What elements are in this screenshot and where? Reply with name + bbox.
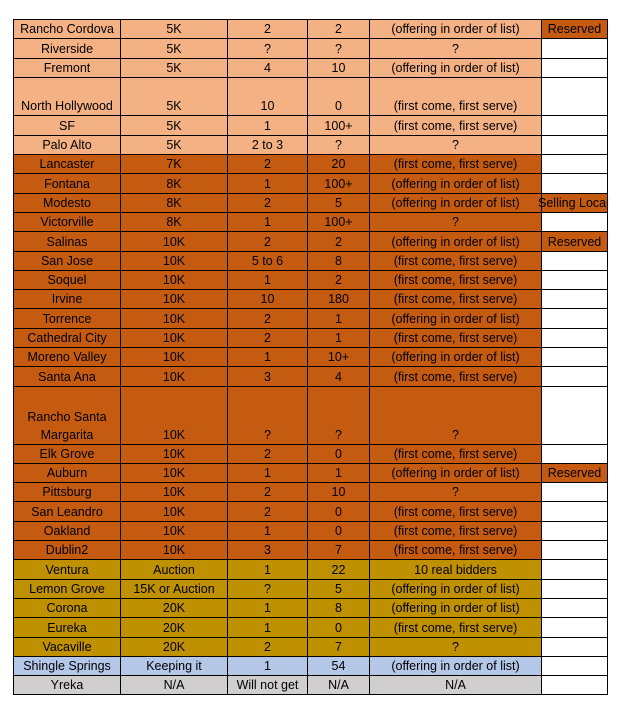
cell-status[interactable] xyxy=(542,270,608,289)
table-row xyxy=(14,270,608,289)
cell-status[interactable] xyxy=(542,116,608,135)
cell-bidders[interactable]: 2 xyxy=(228,232,308,251)
table-row xyxy=(14,155,608,174)
cell-count[interactable]: 8 xyxy=(308,251,370,270)
cell-price[interactable]: 5K xyxy=(121,58,228,77)
cell-bidders[interactable]: 1 xyxy=(228,656,308,675)
cell-method[interactable]: (offering in order of list) xyxy=(370,232,542,251)
cell-method[interactable]: (first come, first serve) xyxy=(370,444,542,463)
cell-count[interactable]: 10 xyxy=(308,58,370,77)
cell-bidders[interactable]: 1 xyxy=(228,116,308,135)
cell-status[interactable] xyxy=(542,560,608,579)
cell-bidders[interactable]: 2 xyxy=(228,309,308,328)
cell-bidders[interactable]: 2 xyxy=(228,328,308,347)
cell-status[interactable] xyxy=(542,309,608,328)
cell-bidders[interactable]: 1 xyxy=(228,212,308,231)
table-row xyxy=(14,579,608,598)
cell-method[interactable]: (first come, first serve) xyxy=(370,116,542,135)
cell-method[interactable]: ? xyxy=(370,212,542,231)
cell-price[interactable]: 10K xyxy=(121,270,228,289)
spreadsheet-body xyxy=(14,20,608,695)
cell-bidders[interactable]: ? xyxy=(228,39,308,58)
cell-bidders[interactable]: 2 xyxy=(228,20,308,39)
cell-method[interactable]: (offering in order of list) xyxy=(370,598,542,617)
cell-count[interactable]: N/A xyxy=(308,676,370,695)
status-label: Selling Local xyxy=(538,195,609,210)
cell-bidders[interactable]: 2 xyxy=(228,155,308,174)
cell-status[interactable] xyxy=(542,348,608,367)
table-row xyxy=(14,618,608,637)
cell-city[interactable]: Cathedral City xyxy=(14,328,121,347)
table-row xyxy=(14,348,608,367)
cell-count[interactable]: 7 xyxy=(308,541,370,560)
cell-method[interactable]: (offering in order of list) xyxy=(370,656,542,675)
cell-city[interactable]: Fremont xyxy=(14,58,121,77)
table-row xyxy=(14,232,608,251)
table-row xyxy=(14,328,608,347)
table-row xyxy=(14,58,608,77)
cell-city[interactable]: Shingle Springs xyxy=(14,656,121,675)
cell-price[interactable]: 10K xyxy=(121,463,228,482)
cell-status[interactable] xyxy=(542,212,608,231)
cell-bidders[interactable]: 2 xyxy=(228,637,308,656)
cell-count[interactable]: 100+ xyxy=(308,212,370,231)
table-row xyxy=(14,77,608,116)
cell-count[interactable]: 2 xyxy=(308,20,370,39)
cell-method[interactable]: (offering in order of list) xyxy=(370,20,542,39)
cell-count[interactable]: 8 xyxy=(308,598,370,617)
cell-price[interactable]: 20K xyxy=(121,618,228,637)
table-row xyxy=(14,135,608,154)
cell-city[interactable]: Corona xyxy=(14,598,121,617)
cell-price[interactable]: 20K xyxy=(121,598,228,617)
cell-status[interactable] xyxy=(542,579,608,598)
table-row xyxy=(14,20,608,39)
cell-status[interactable] xyxy=(542,598,608,617)
cell-price[interactable]: 5K xyxy=(121,135,228,154)
cell-bidders[interactable]: Will not get xyxy=(228,676,308,695)
cell-count[interactable]: 5 xyxy=(308,193,370,212)
cell-price[interactable]: 8K xyxy=(121,193,228,212)
cell-status[interactable] xyxy=(542,251,608,270)
cell-price[interactable]: 10K xyxy=(121,541,228,560)
cell-bidders[interactable]: 2 xyxy=(228,483,308,502)
cell-city[interactable]: Vacaville xyxy=(14,637,121,656)
table-row xyxy=(14,598,608,617)
cell-price[interactable]: 10K xyxy=(121,290,228,309)
cell-city[interactable]: Rancho Cordova xyxy=(14,20,121,39)
cell-price[interactable]: 7K xyxy=(121,155,228,174)
cell-method[interactable]: ? xyxy=(370,386,542,444)
cell-method[interactable]: (first come, first serve) xyxy=(370,618,542,637)
table-row xyxy=(14,502,608,521)
cell-method[interactable]: (first come, first serve) xyxy=(370,251,542,270)
cell-count[interactable]: 0 xyxy=(308,444,370,463)
cell-method[interactable]: ? xyxy=(370,483,542,502)
cell-city[interactable]: Riverside xyxy=(14,39,121,58)
cell-price[interactable]: 5K xyxy=(121,39,228,58)
cell-count[interactable]: 1 xyxy=(308,309,370,328)
cell-city[interactable]: San Jose xyxy=(14,251,121,270)
cell-bidders[interactable]: 1 xyxy=(228,463,308,482)
cell-price[interactable]: N/A xyxy=(121,676,228,695)
cell-city[interactable]: Lemon Grove xyxy=(14,579,121,598)
cell-status[interactable] xyxy=(542,656,608,675)
cell-count[interactable]: 2 xyxy=(308,270,370,289)
cell-city[interactable]: Soquel xyxy=(14,270,121,289)
cell-count[interactable]: 2 xyxy=(308,232,370,251)
cell-price[interactable]: 10K xyxy=(121,444,228,463)
cell-method[interactable]: (offering in order of list) xyxy=(370,193,542,212)
cell-bidders[interactable]: 10 xyxy=(228,77,308,116)
cell-city[interactable]: Palo Alto xyxy=(14,135,121,154)
cell-count[interactable]: 0 xyxy=(308,502,370,521)
cell-city[interactable]: Modesto xyxy=(14,193,121,212)
cell-method[interactable]: (first come, first serve) xyxy=(370,541,542,560)
cell-price[interactable]: Auction xyxy=(121,560,228,579)
cell-count[interactable]: 0 xyxy=(308,521,370,540)
cell-city[interactable]: Lancaster xyxy=(14,155,121,174)
cell-price[interactable]: 15K or Auction xyxy=(121,579,228,598)
cell-status[interactable] xyxy=(542,328,608,347)
cell-city[interactable]: Torrence xyxy=(14,309,121,328)
table-row xyxy=(14,521,608,540)
cell-status[interactable] xyxy=(542,637,608,656)
cell-price[interactable]: Keeping it xyxy=(121,656,228,675)
cell-count[interactable]: 5 xyxy=(308,579,370,598)
cell-method[interactable]: (first come, first serve) xyxy=(370,367,542,386)
cell-count[interactable]: ? xyxy=(308,386,370,444)
table-row xyxy=(14,39,608,58)
table-row xyxy=(14,676,608,695)
cell-status[interactable] xyxy=(542,463,608,482)
cell-city[interactable]: SF xyxy=(14,116,121,135)
cell-city[interactable]: Oakland xyxy=(14,521,121,540)
cell-status[interactable] xyxy=(542,444,608,463)
cell-method[interactable]: (offering in order of list) xyxy=(370,58,542,77)
cell-method[interactable]: ? xyxy=(370,135,542,154)
cell-price[interactable]: 5K xyxy=(121,77,228,116)
cell-price[interactable]: 10K xyxy=(121,521,228,540)
table-row xyxy=(14,174,608,193)
cell-method[interactable]: N/A xyxy=(370,676,542,695)
cell-city[interactable]: Ventura xyxy=(14,560,121,579)
cell-price[interactable]: 10K xyxy=(121,232,228,251)
cell-price[interactable]: 5K xyxy=(121,116,228,135)
cell-bidders[interactable]: 1 xyxy=(228,348,308,367)
table-row xyxy=(14,386,608,444)
cell-price[interactable]: 5K xyxy=(121,20,228,39)
cell-count[interactable]: 10+ xyxy=(308,348,370,367)
cell-method[interactable]: (first come, first serve) xyxy=(370,270,542,289)
table-row xyxy=(14,444,608,463)
cell-price[interactable]: 10K xyxy=(121,502,228,521)
cell-status[interactable] xyxy=(542,77,608,116)
cell-city[interactable]: Victorville xyxy=(14,212,121,231)
cell-method[interactable]: (offering in order of list) xyxy=(370,579,542,598)
cell-count[interactable]: ? xyxy=(308,39,370,58)
cell-bidders[interactable]: 3 xyxy=(228,541,308,560)
cell-method[interactable]: (first come, first serve) xyxy=(370,155,542,174)
cell-status[interactable] xyxy=(542,135,608,154)
table-row xyxy=(14,290,608,309)
cell-price[interactable]: 10K xyxy=(121,251,228,270)
cell-bidders[interactable]: 3 xyxy=(228,367,308,386)
table-row xyxy=(14,463,608,482)
cell-method[interactable]: (offering in order of list) xyxy=(370,463,542,482)
cell-bidders[interactable]: 1 xyxy=(228,521,308,540)
cell-price[interactable]: 10K xyxy=(121,483,228,502)
table-row xyxy=(14,116,608,135)
cell-bidders[interactable]: 1 xyxy=(228,174,308,193)
table-row xyxy=(14,541,608,560)
cell-city[interactable]: Elk Grove xyxy=(14,444,121,463)
cell-count[interactable]: 4 xyxy=(308,367,370,386)
cell-status[interactable] xyxy=(542,232,608,251)
cell-count[interactable]: 100+ xyxy=(308,116,370,135)
cell-city[interactable]: Irvine xyxy=(14,290,121,309)
cell-status[interactable] xyxy=(542,367,608,386)
cell-method[interactable]: ? xyxy=(370,39,542,58)
cell-bidders[interactable]: ? xyxy=(228,579,308,598)
cell-status[interactable] xyxy=(542,155,608,174)
cell-status[interactable] xyxy=(542,386,608,444)
cell-method[interactable]: 10 real bidders xyxy=(370,560,542,579)
cell-city[interactable]: San Leandro xyxy=(14,502,121,521)
cell-price[interactable]: 10K xyxy=(121,386,228,444)
cell-count[interactable]: 22 xyxy=(308,560,370,579)
status-label: Reserved xyxy=(547,466,602,481)
cell-bidders[interactable]: 1 xyxy=(228,618,308,637)
cell-count[interactable]: 20 xyxy=(308,155,370,174)
cell-status[interactable] xyxy=(542,521,608,540)
cell-price[interactable]: 20K xyxy=(121,637,228,656)
cell-price[interactable]: 10K xyxy=(121,328,228,347)
cell-price[interactable]: 8K xyxy=(121,212,228,231)
cell-bidders[interactable]: 1 xyxy=(228,598,308,617)
cell-method[interactable]: ? xyxy=(370,637,542,656)
cell-city[interactable]: Dublin2 xyxy=(14,541,121,560)
table-row xyxy=(14,560,608,579)
cell-city[interactable]: Eureka xyxy=(14,618,121,637)
cell-count[interactable]: 1 xyxy=(308,328,370,347)
cell-city[interactable]: Salinas xyxy=(14,232,121,251)
cell-count[interactable]: 1 xyxy=(308,463,370,482)
cell-status[interactable] xyxy=(542,676,608,695)
spreadsheet-table xyxy=(13,19,608,695)
cell-city[interactable]: Rancho Santa Margarita xyxy=(14,386,121,444)
cell-count[interactable]: ? xyxy=(308,135,370,154)
table-row xyxy=(14,656,608,675)
status-label: Reserved xyxy=(547,22,602,37)
cell-status[interactable] xyxy=(542,174,608,193)
cell-status[interactable] xyxy=(542,20,608,39)
table-row xyxy=(14,251,608,270)
cell-city[interactable]: Auburn xyxy=(14,463,121,482)
cell-count[interactable]: 0 xyxy=(308,618,370,637)
cell-bidders[interactable]: 10 xyxy=(228,290,308,309)
cell-bidders[interactable]: 4 xyxy=(228,58,308,77)
cell-count[interactable]: 7 xyxy=(308,637,370,656)
cell-method[interactable]: (first come, first serve) xyxy=(370,521,542,540)
cell-city[interactable]: Pittsburg xyxy=(14,483,121,502)
cell-city[interactable]: Yreka xyxy=(14,676,121,695)
cell-bidders[interactable]: 2 to 3 xyxy=(228,135,308,154)
table-row xyxy=(14,367,608,386)
cell-bidders[interactable]: 5 to 6 xyxy=(228,251,308,270)
cell-method[interactable]: (first come, first serve) xyxy=(370,77,542,116)
status-label: Reserved xyxy=(547,234,602,249)
cell-method[interactable]: (offering in order of list) xyxy=(370,309,542,328)
cell-status[interactable] xyxy=(542,290,608,309)
cell-count[interactable]: 180 xyxy=(308,290,370,309)
cell-status[interactable] xyxy=(542,541,608,560)
cell-city[interactable]: North Hollywood xyxy=(14,77,121,116)
cell-price[interactable]: 10K xyxy=(121,367,228,386)
cell-bidders[interactable]: 2 xyxy=(228,502,308,521)
cell-method[interactable]: (offering in order of list) xyxy=(370,348,542,367)
cell-city[interactable]: Moreno Valley xyxy=(14,348,121,367)
cell-count[interactable]: 54 xyxy=(308,656,370,675)
cell-price[interactable]: 8K xyxy=(121,174,228,193)
cell-bidders[interactable]: ? xyxy=(228,386,308,444)
cell-price[interactable]: 10K xyxy=(121,348,228,367)
table-row xyxy=(14,637,608,656)
cell-status[interactable] xyxy=(542,58,608,77)
cell-status[interactable] xyxy=(542,39,608,58)
cell-bidders[interactable]: 2 xyxy=(228,193,308,212)
table-row xyxy=(14,212,608,231)
cell-method[interactable]: (first come, first serve) xyxy=(370,290,542,309)
cell-bidders[interactable]: 2 xyxy=(228,444,308,463)
cell-status[interactable] xyxy=(538,193,609,212)
cell-price[interactable]: 10K xyxy=(121,309,228,328)
cell-status[interactable] xyxy=(542,618,608,637)
cell-count[interactable]: 100+ xyxy=(308,174,370,193)
table-row xyxy=(14,483,608,502)
cell-count[interactable]: 0 xyxy=(308,77,370,116)
cell-method[interactable]: (first come, first serve) xyxy=(370,502,542,521)
table-row xyxy=(14,193,608,212)
cell-status[interactable] xyxy=(542,483,608,502)
cell-bidders[interactable]: 1 xyxy=(228,560,308,579)
cell-city[interactable]: Santa Ana xyxy=(14,367,121,386)
cell-city[interactable]: Fontana xyxy=(14,174,121,193)
cell-bidders[interactable]: 1 xyxy=(228,270,308,289)
cell-status[interactable] xyxy=(542,502,608,521)
cell-method[interactable]: (first come, first serve) xyxy=(370,328,542,347)
table-row xyxy=(14,309,608,328)
cell-method[interactable]: (offering in order of list) xyxy=(370,174,542,193)
cell-count[interactable]: 10 xyxy=(308,483,370,502)
